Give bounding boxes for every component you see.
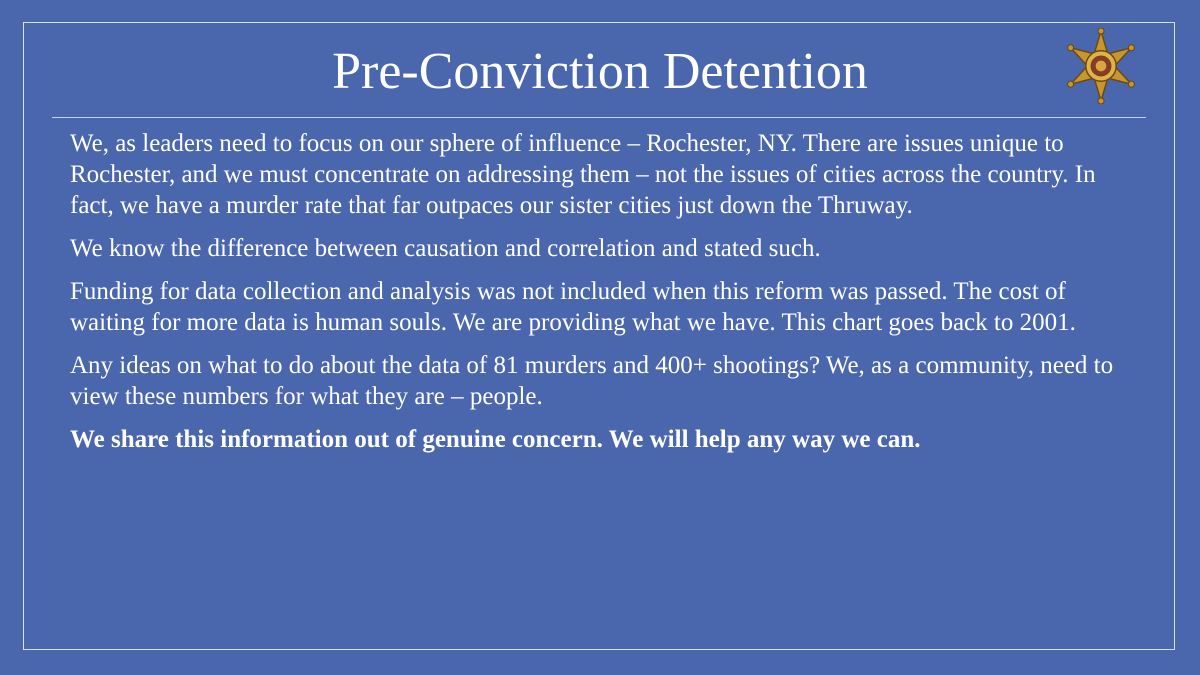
- paragraph-causation: We know the difference between causation and correlation and stated such.: [70, 235, 821, 262]
- title-divider: [52, 117, 1146, 118]
- paragraph-community: Any ideas on what to do about the data of 81 murders and 400+ shootings? We, as a community, need to view these numbers for what they are – people.: [70, 352, 1114, 410]
- paragraph-sphere-of-influence: We, as leaders need to focus on our sphere of influence – Rochester, NY. There are issues unique to Rochester, and we must concentrate on addressing them – not the issues of cities across the country. In fact, we have a murder rate that far outpaces our sister cities just down the Thruway.: [70, 130, 1096, 219]
- slide-body: [70, 128, 1140, 467]
- slide-title: Pre-Conviction Detention: [332, 43, 868, 100]
- closing-statement: We share this information out of genuine concern. We will help any way we can.: [70, 426, 921, 453]
- star-shape: [1068, 28, 1135, 104]
- paragraph-funding: Funding for data collection and analysis was not included when this reform was passed. The cost of waiting for more data is human souls. We are providing what we have. This chart goes back to 2001.: [70, 278, 1076, 336]
- sheriff-star-badge-icon: [1063, 28, 1139, 104]
